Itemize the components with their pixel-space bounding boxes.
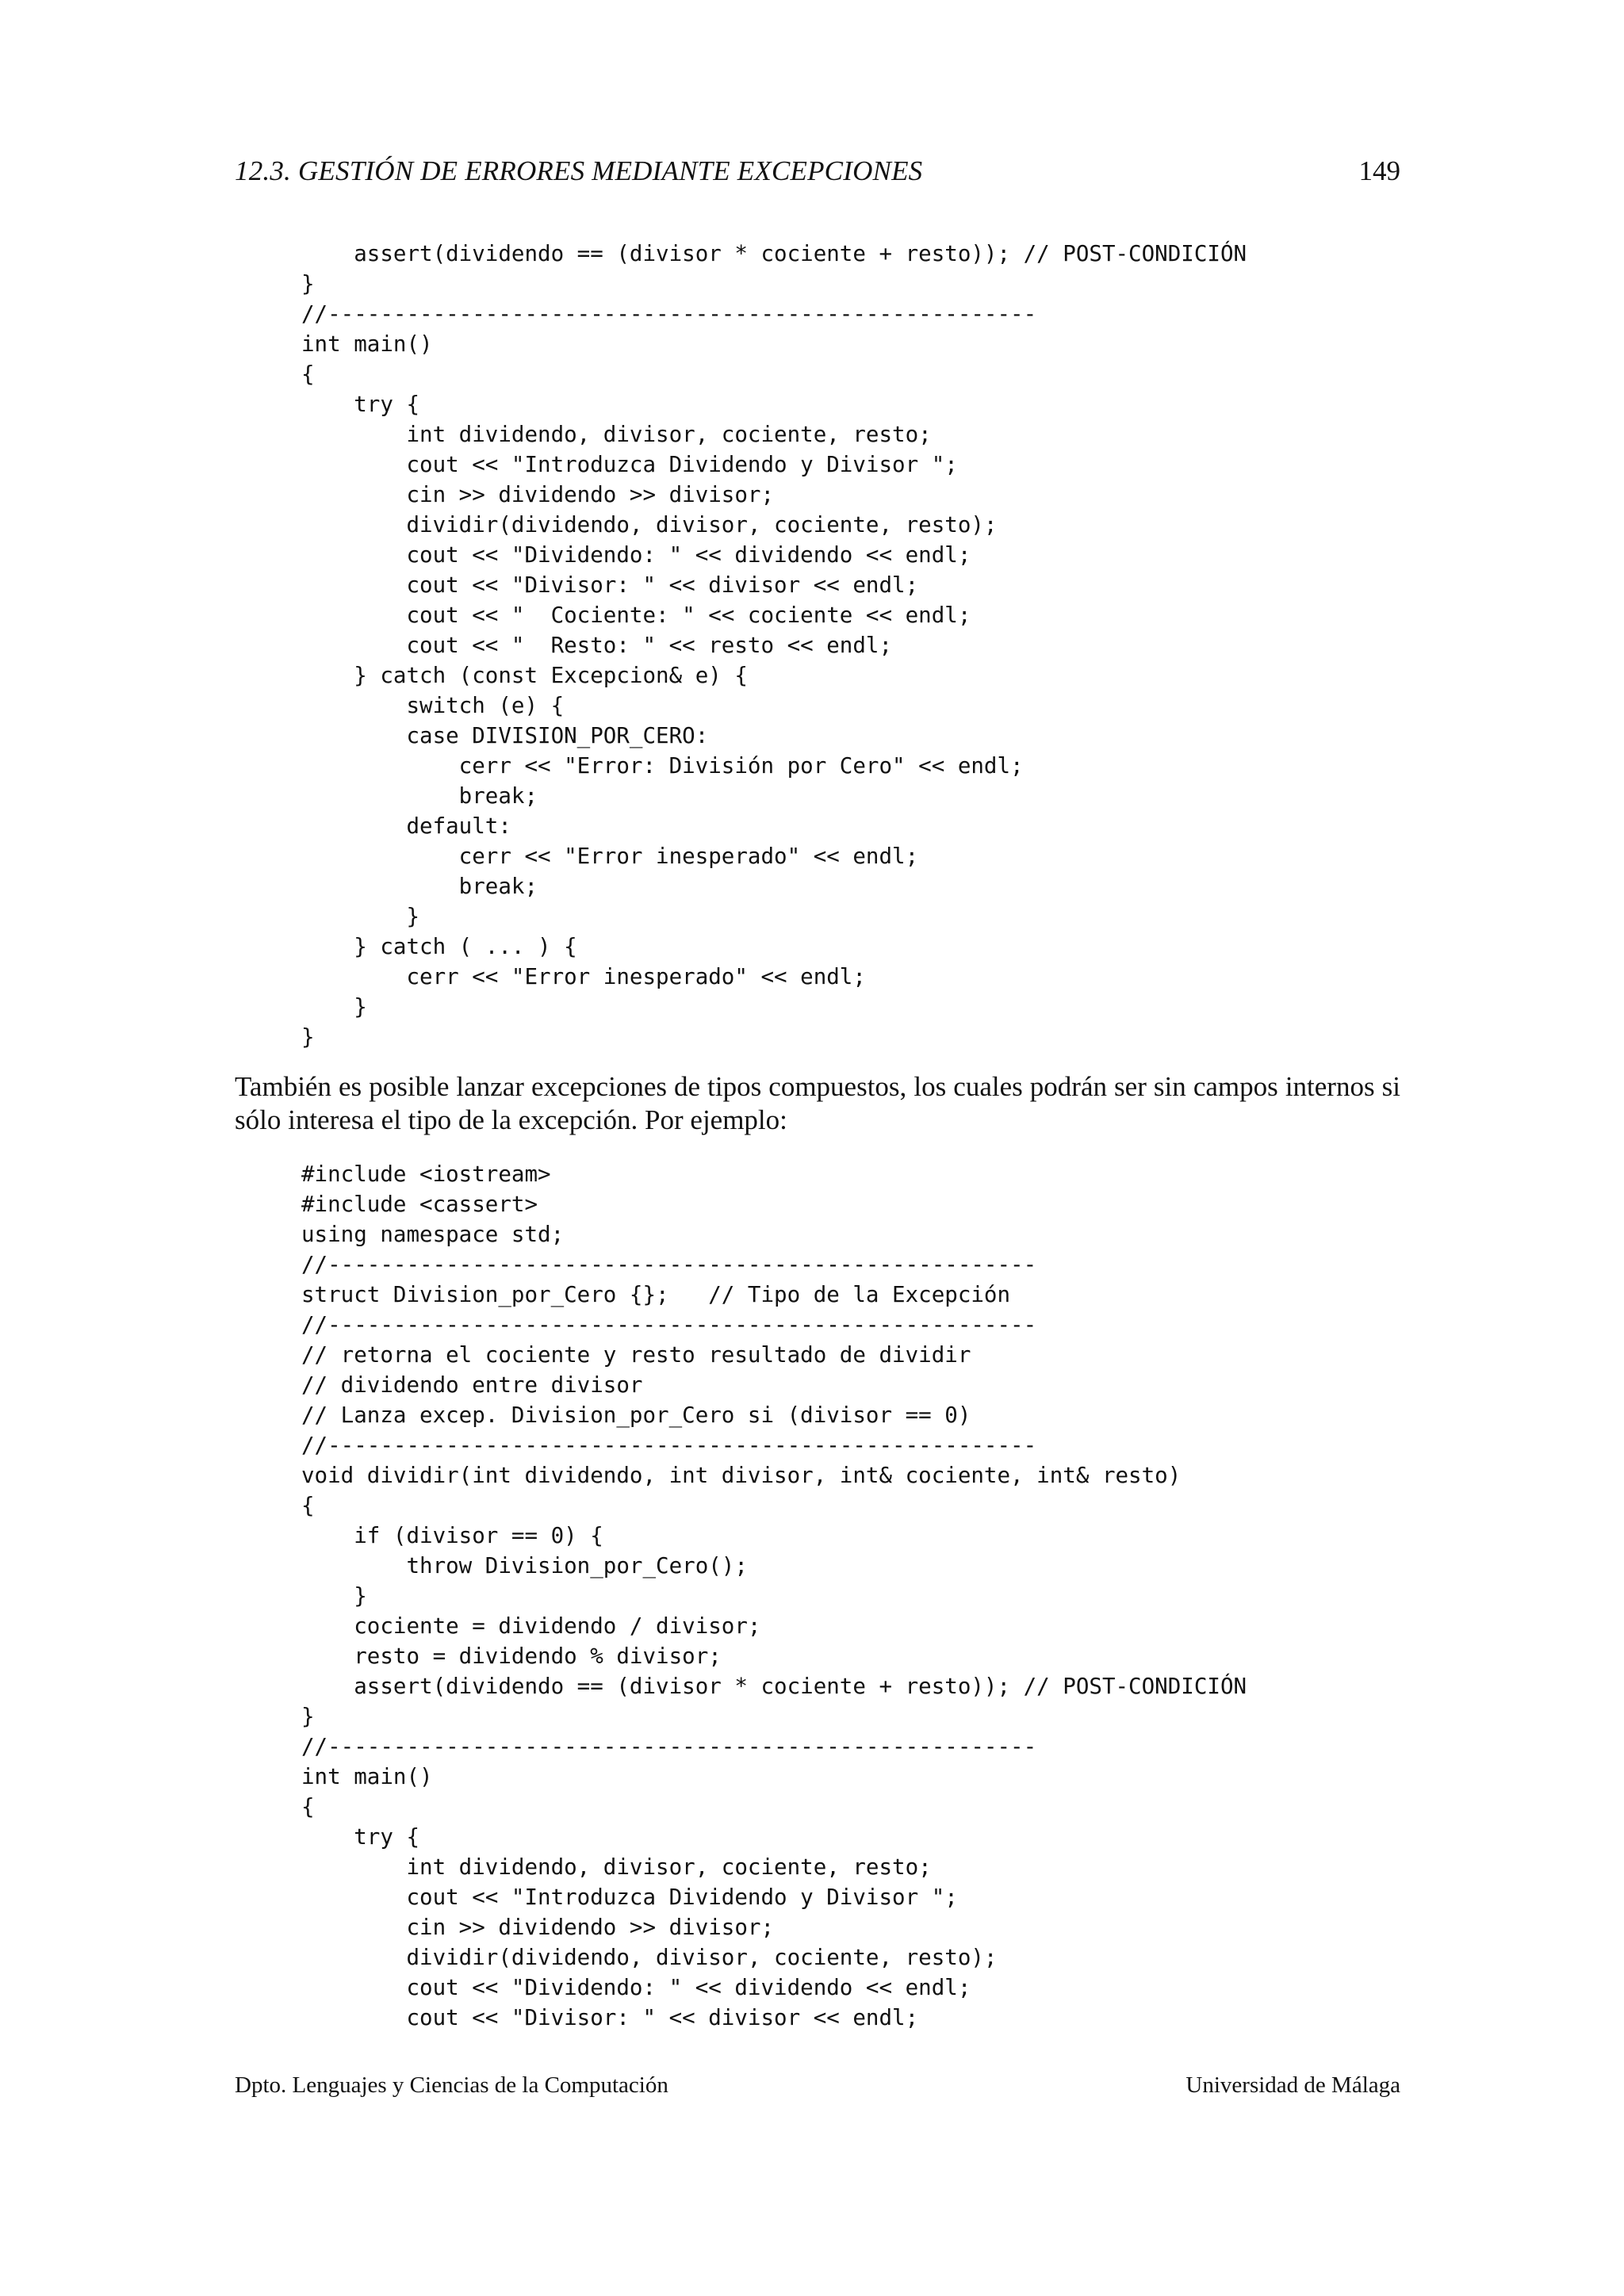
code-line: // retorna el cociente y resto resultado de dividir (301, 1342, 971, 1368)
code-line: try { (301, 1824, 420, 1850)
code-line: cout << "Introduzca Dividendo y Divisor "; (301, 452, 958, 477)
code-line: struct Division_por_Cero {}; // Tipo de la Excepción (301, 1282, 1011, 1307)
code-line: //------------------------------------------------------ (301, 1312, 1037, 1337)
code-line: } (301, 1024, 315, 1050)
code-line: try { (301, 392, 420, 417)
page-footer (235, 2072, 1400, 2107)
code-line: cout << "Dividendo: " << dividendo << endl; (301, 1975, 971, 2000)
code-line: cout << "Divisor: " << divisor << endl; (301, 572, 919, 598)
code-line: // Lanza excep. Division_por_Cero si (divisor == 0) (301, 1402, 971, 1428)
code-line: #include <cassert> (301, 1192, 538, 1217)
code-line: int main() (301, 331, 433, 357)
code-line: //------------------------------------------------------ (301, 1433, 1037, 1458)
code-line: dividir(dividendo, divisor, cociente, resto); (301, 1945, 998, 1970)
code-line: assert(dividendo == (divisor * cociente + resto)); // POST-CONDICIÓN (301, 1674, 1247, 1699)
code-line: cerr << "Error: División por Cero" << endl; (301, 753, 1024, 779)
code-line: cout << " Resto: " << resto << endl; (301, 633, 893, 658)
code-line: { (301, 1794, 315, 1820)
code-line: { (301, 1493, 315, 1518)
code-line: //------------------------------------------------------ (301, 1252, 1037, 1277)
code-line: cout << "Dividendo: " << dividendo << endl; (301, 542, 971, 568)
code-line: dividir(dividendo, divisor, cociente, resto); (301, 512, 998, 538)
code-line: } (301, 1704, 315, 1729)
code-line: throw Division_por_Cero(); (301, 1553, 748, 1578)
code-line: case DIVISION_POR_CERO: (301, 723, 709, 748)
code-line: cin >> dividendo >> divisor; (301, 1915, 775, 1940)
code-line: resto = dividendo % divisor; (301, 1644, 722, 1669)
footer-university: Universidad de Málaga (1185, 2072, 1400, 2098)
code-block-2 (301, 1159, 1247, 2033)
code-line: // dividendo entre divisor (301, 1372, 643, 1398)
code-line: //------------------------------------------------------ (301, 1734, 1037, 1759)
code-line: cerr << "Error inesperado" << endl; (301, 844, 919, 869)
body-paragraph: También es posible lanzar excepciones de tipos compuestos, los cuales podrán ser sin campos internos si sólo interesa el tipo de la excepción. Por ejemplo: (235, 1071, 1400, 1135)
page-header (235, 155, 1400, 198)
code-line: } catch (const Excepcion& e) { (301, 663, 748, 688)
code-line: } (301, 1583, 367, 1609)
code-line: } (301, 904, 420, 929)
code-block-1 (301, 239, 1247, 1052)
code-line: cerr << "Error inesperado" << endl; (301, 964, 866, 989)
section-title: 12.3. GESTIÓN DE ERRORES MEDIANTE EXCEPCIONES (235, 155, 923, 186)
code-line: if (divisor == 0) { (301, 1523, 603, 1548)
footer-department: Dpto. Lenguajes y Ciencias de la Computación (235, 2072, 668, 2098)
code-line: cout << " Cociente: " << cociente << endl; (301, 603, 971, 628)
code-line: cout << "Divisor: " << divisor << endl; (301, 2005, 919, 2030)
code-line: int dividendo, divisor, cociente, resto; (301, 1854, 932, 1880)
code-line: cociente = dividendo / divisor; (301, 1613, 761, 1639)
code-line: { (301, 362, 315, 387)
code-line: break; (301, 783, 538, 809)
code-line: default: (301, 813, 511, 839)
code-line: using namespace std; (301, 1222, 565, 1247)
code-line: cout << "Introduzca Dividendo y Divisor "; (301, 1885, 958, 1910)
code-line: } (301, 271, 315, 297)
code-line: cin >> dividendo >> divisor; (301, 482, 775, 507)
code-line: assert(dividendo == (divisor * cociente + resto)); // POST-CONDICIÓN (301, 241, 1247, 266)
code-line: #include <iostream> (301, 1161, 551, 1187)
page-number: 149 (1358, 155, 1400, 186)
code-line: void dividir(int dividendo, int divisor, int& cociente, int& resto) (301, 1463, 1182, 1488)
code-line: } (301, 994, 367, 1020)
code-line: int dividendo, divisor, cociente, resto; (301, 422, 932, 447)
code-line: //------------------------------------------------------ (301, 301, 1037, 327)
code-line: break; (301, 874, 538, 899)
code-line: } catch ( ... ) { (301, 934, 577, 959)
code-line: int main() (301, 1764, 433, 1789)
code-line: switch (e) { (301, 693, 565, 718)
